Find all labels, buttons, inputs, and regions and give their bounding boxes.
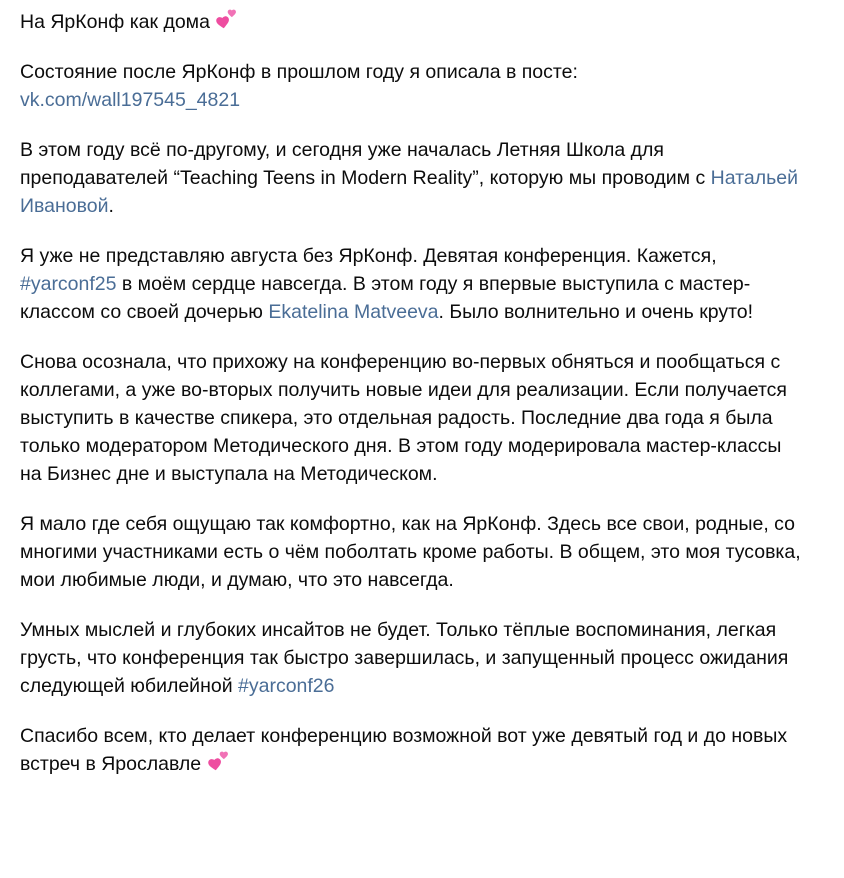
hashtag-yarconf25[interactable]: #yarconf25 xyxy=(20,273,117,295)
paragraph-text: Умных мыслей и глубоких инсайтов не будет. Только тёплые воспоминания, легкая грусть, что конференция так быстро завершилась, и запущенный процесс ожидания следующей юбилейной xyxy=(20,619,789,697)
link-vk-wall[interactable]: vk.com/wall197545_4821 xyxy=(20,89,241,111)
post-paragraph-2 xyxy=(20,58,804,114)
paragraph-text: . xyxy=(108,195,114,217)
paragraph-text: . Было волнительно и очень круто! xyxy=(438,301,754,323)
link-natalya-ivanova[interactable]: Натальей Ивановой xyxy=(20,167,798,217)
two-hearts-icon xyxy=(215,8,238,32)
paragraph-text: Спасибо всем, кто делает конференцию возможной вот уже девятый год и до новых встреч в Ярославле xyxy=(20,725,788,775)
paragraph-text: Снова осознала, что прихожу на конференцию во-первых обняться и пообщаться с коллегами, а уже во-вторых получить новые идеи для реализации. Если получается выступить в качестве спикера, это отдельная радость. Последние два года я была только модератором Методического дня. В этом году модерировала мастер-классы на Бизнес дне и выступала на Методическом. xyxy=(20,351,787,485)
post-paragraph-1 xyxy=(20,8,804,36)
paragraph-text: Состояние после ЯрКонф в прошлом году я описала в посте: xyxy=(20,61,578,83)
hashtag-yarconf26[interactable]: #yarconf26 xyxy=(238,675,335,697)
post-paragraph-7 xyxy=(20,616,804,700)
post-paragraph-8 xyxy=(20,722,804,778)
link-ekatelina-matveeva[interactable]: Ekatelina Matveeva xyxy=(268,301,439,323)
paragraph-text: в моём сердце навсегда. В этом году я впервые выступила с мастер-классом со своей дочерью xyxy=(20,273,751,323)
two-hearts-icon xyxy=(207,750,230,774)
paragraph-text: Я мало где себя ощущаю так комфортно, как на ЯрКонф. Здесь все свои, родные, со многими участниками есть о чём поболтать кроме работы. В общем, это моя тусовка, мои любимые люди, и думаю, что это навсегда. xyxy=(20,513,801,591)
paragraph-text: Я уже не представляю августа без ЯрКонф. Девятая конференция. Кажется, xyxy=(20,245,717,267)
paragraph-text: В этом году всё по-другому, и сегодня уже началась Летняя Школа для преподавателей “Teaching Teens in Modern Reality”, которую мы проводим с xyxy=(20,139,711,189)
post-paragraph-5 xyxy=(20,348,804,488)
post-paragraph-4 xyxy=(20,242,804,326)
post-paragraph-6 xyxy=(20,510,804,594)
paragraph-text: На ЯрКонф как дома xyxy=(20,11,216,33)
post-paragraph-3 xyxy=(20,136,804,220)
